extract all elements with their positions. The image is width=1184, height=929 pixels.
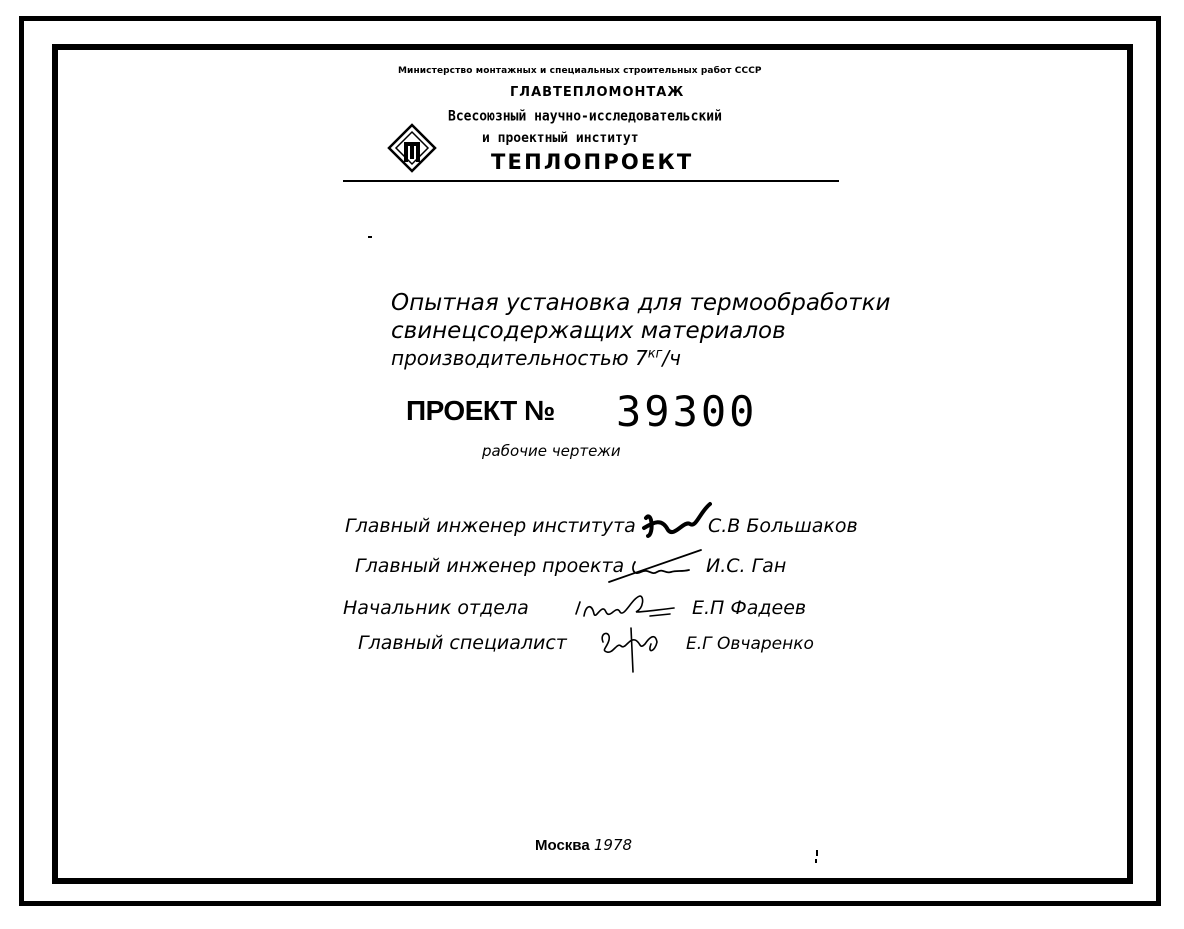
institute-name: ТЕПЛОПРОЕКТ: [491, 150, 694, 174]
project-label: ПРОЕКТ №: [406, 395, 555, 426]
ink-speck: [815, 859, 817, 863]
signature-4: [595, 622, 665, 674]
footer-year: 1978: [593, 836, 633, 854]
ink-speck: [368, 236, 372, 238]
signatory-position: Главный инженер проекта: [355, 555, 625, 577]
title-line-2: свинецсодержащих материалов: [391, 318, 786, 344]
footer-place-year: [535, 836, 632, 854]
signatory-name: Е.Г Овчаренко: [686, 634, 814, 654]
institute-line-1: Всесоюзный научно-исследовательский: [448, 108, 722, 125]
signatory-position: Главный инженер института: [345, 515, 636, 537]
footer-city: Москва: [535, 837, 590, 854]
signatory-name: И.С. Ган: [706, 555, 787, 577]
capacity-text: производительностью 7: [391, 346, 648, 370]
project-subtitle: рабочие чертежи: [482, 442, 621, 460]
capacity-unit-numerator: кг: [647, 346, 663, 362]
signature-1: [640, 500, 712, 540]
institute-logo-icon: [387, 123, 437, 173]
ink-speck: [816, 850, 818, 856]
title-line-1: Опытная установка для термообработки: [391, 290, 891, 316]
signature-3: [570, 590, 680, 626]
signature-2: [605, 548, 705, 588]
signatory-name: С.В Большаков: [708, 515, 858, 537]
signatory-position: Главный специалист: [358, 632, 567, 654]
signatory-name: Е.П Фадеев: [692, 597, 807, 619]
institute-line-2: и проектный институт: [482, 131, 639, 146]
signatory-position: Начальник отдела: [343, 597, 529, 619]
ministry-line: Министерство монтажных и специальных строительных работ СССР: [398, 66, 762, 76]
project-number: 39300: [616, 387, 758, 436]
capacity-unit-denominator: /ч: [662, 346, 681, 370]
header-divider: [343, 180, 839, 182]
glavk-line: ГЛАВТЕПЛОМОНТАЖ: [510, 85, 685, 100]
title-line-3: [391, 346, 681, 370]
